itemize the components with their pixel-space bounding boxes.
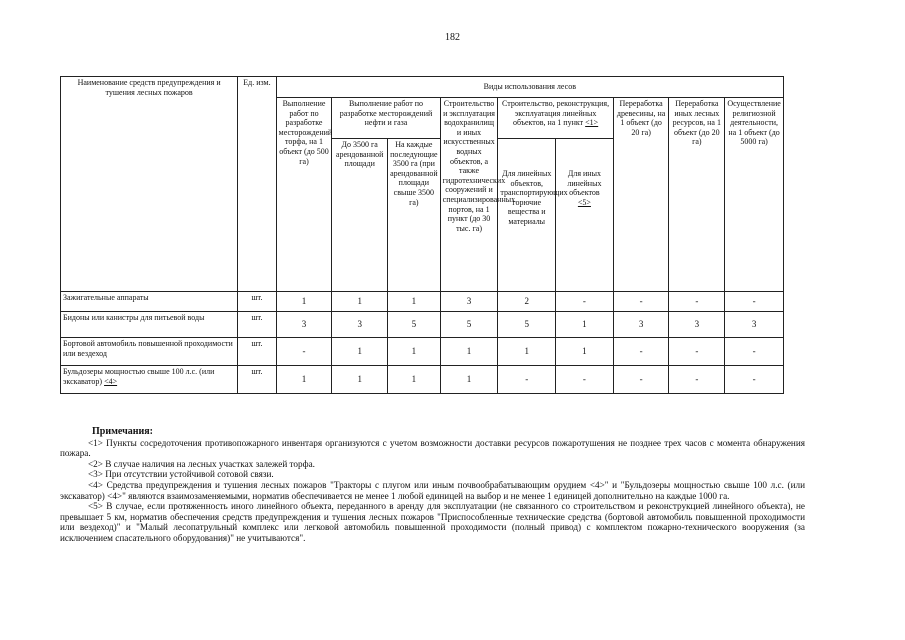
- value-cell: 3: [613, 312, 669, 338]
- page-number: 182: [445, 32, 460, 43]
- value-cell: 1: [276, 292, 332, 312]
- value-cell: 1: [332, 366, 388, 394]
- header-religious: Осуществление религиозной деятельности, на 1 объект (до 5000 га): [725, 98, 784, 292]
- table-row: [61, 366, 784, 394]
- value-cell: 1: [388, 338, 441, 366]
- uses-header: Виды использования лесов: [276, 77, 783, 98]
- row-name: Бульдозеры мощностью свыше 100 л.с. (или экскаватор): [63, 367, 215, 386]
- header-oilgas-sub1: До 3500 га арендованной площади: [332, 139, 388, 292]
- col-name-header: Наименование средств предупреждения и тушения лесных пожаров: [61, 77, 238, 292]
- value-cell: 1: [332, 338, 388, 366]
- header-other-resources: Переработка иных лесных ресурсов, на 1 объект (до 20 га): [669, 98, 725, 292]
- header-linear-sub2-text: Для иных линейных объектов: [567, 169, 602, 198]
- value-cell: -: [613, 366, 669, 394]
- value-cell: 1: [440, 366, 498, 394]
- value-cell: -: [725, 292, 784, 312]
- header-oilgas: Выполнение работ по разработке месторождений нефти и газа: [332, 98, 440, 139]
- col-unit-header: Ед. изм.: [238, 77, 276, 292]
- value-cell: 3: [440, 292, 498, 312]
- header-oilgas-sub2: На каждые последующие 3500 га (при арендованной площади свыше 3500 га): [388, 139, 441, 292]
- row-unit: шт.: [238, 312, 276, 338]
- value-cell: -: [613, 338, 669, 366]
- row-name: Бидоны или канистры для питьевой воды: [63, 313, 205, 322]
- value-cell: 1: [276, 366, 332, 394]
- row-unit: шт.: [238, 366, 276, 394]
- value-cell: -: [613, 292, 669, 312]
- value-cell: -: [276, 338, 332, 366]
- value-cell: 5: [498, 312, 556, 338]
- table-row: [61, 312, 784, 338]
- value-cell: 3: [276, 312, 332, 338]
- header-linear: [498, 98, 613, 139]
- row-name: Зажигательные аппараты: [63, 293, 149, 302]
- value-cell: 1: [556, 312, 614, 338]
- value-cell: 3: [332, 312, 388, 338]
- value-cell: -: [725, 366, 784, 394]
- header-wood: Переработка древесины, на 1 объект (до 20 га): [613, 98, 669, 292]
- table-row: [61, 292, 784, 312]
- row-name-cell: [61, 292, 238, 312]
- note-1: <1> Пункты сосредоточения противопожарного инвентаря организуются с учетом возможности доставки ресурсов пожаротушения не позднее трех часов с момента обнаружения пожара.: [60, 437, 805, 459]
- note-4: <4> Средства предупреждения и тушения лесных пожаров "Тракторы с плугом или иным почвообрабатывающим орудием <4>" и "Бульдозеры мощностью свыше 100 л.с. (или экскаватор) <4>" являются взаимозаменяемыми, норматив обеспечивается не менее 1 любой единицей на выбор и не менее 1 единицей дополнительно на каждые 1000 га.: [60, 479, 805, 501]
- notes-section: [60, 427, 805, 544]
- value-cell: 3: [669, 312, 725, 338]
- value-cell: -: [556, 366, 614, 394]
- value-cell: -: [725, 338, 784, 366]
- value-cell: -: [556, 292, 614, 312]
- value-cell: 1: [332, 292, 388, 312]
- value-cell: 2: [498, 292, 556, 312]
- row-name-cell: [61, 312, 238, 338]
- row-name-cell: [61, 338, 238, 366]
- row-unit: шт.: [238, 338, 276, 366]
- header-water: Строительство и эксплуатация водохранилищ и иных искусственных водных объектов, а также гидротехнических сооружений и специализированных портов, на 1 пункт (до 30 тыс. га): [440, 98, 498, 292]
- header-linear-ref[interactable]: <1>: [585, 118, 599, 128]
- header-row-1: [61, 77, 784, 98]
- row-name: Бортовой автомобиль повышенной проходимости или вездеход: [63, 339, 233, 358]
- note-2: <2> В случае наличия на лесных участках залежей торфа.: [88, 458, 315, 469]
- row-name-cell: [61, 366, 238, 394]
- value-cell: -: [498, 366, 556, 394]
- row-unit: шт.: [238, 292, 276, 312]
- header-linear-sub2: [556, 139, 614, 292]
- value-cell: 5: [440, 312, 498, 338]
- value-cell: 1: [388, 292, 441, 312]
- row-footnote-ref[interactable]: <4>: [104, 376, 118, 386]
- value-cell: -: [669, 366, 725, 394]
- notes-title: Примечания:: [92, 426, 154, 437]
- header-mining: Выполнение работ по разработке месторождений торфа, на 1 объект (до 500 га): [276, 98, 332, 292]
- value-cell: -: [669, 338, 725, 366]
- value-cell: 1: [388, 366, 441, 394]
- note-5: <5> В случае, если протяженность иного линейного объекта, переданного в аренду для эксплуатации (не связанного со строительством и реконструкцией линейного объекта), не превышает 5 км, норматив обеспечения средств предупреждения и тушения лесных пожаров "Приспособленные технические средства (бортовой автомобиль повышенной проходимости или вездеход)" и "Малый лесопатрульный комплекс или легковой автомобиль повышенной проходимости (полный привод) с комплектом пожарно-технического вооружения (за исключением спасательного оборудования)" не учитываются".: [60, 501, 805, 543]
- value-cell: 1: [556, 338, 614, 366]
- header-linear-sub2-ref[interactable]: <5>: [577, 197, 591, 207]
- value-cell: 1: [440, 338, 498, 366]
- header-linear-sub1: Для линейных объектов, транспортирующих горючие вещества и материалы: [498, 139, 556, 292]
- note-3: <3> При отсутствии устойчивой сотовой связи.: [88, 469, 274, 480]
- table-body: [61, 292, 784, 394]
- value-cell: -: [669, 292, 725, 312]
- table-row: [61, 338, 784, 366]
- header-linear-text: Строительство, реконструкция, эксплуатация линейных объектов, на 1 пункт: [502, 99, 610, 128]
- fire-equipment-table: [60, 76, 784, 394]
- value-cell: 5: [388, 312, 441, 338]
- value-cell: 3: [725, 312, 784, 338]
- value-cell: 1: [498, 338, 556, 366]
